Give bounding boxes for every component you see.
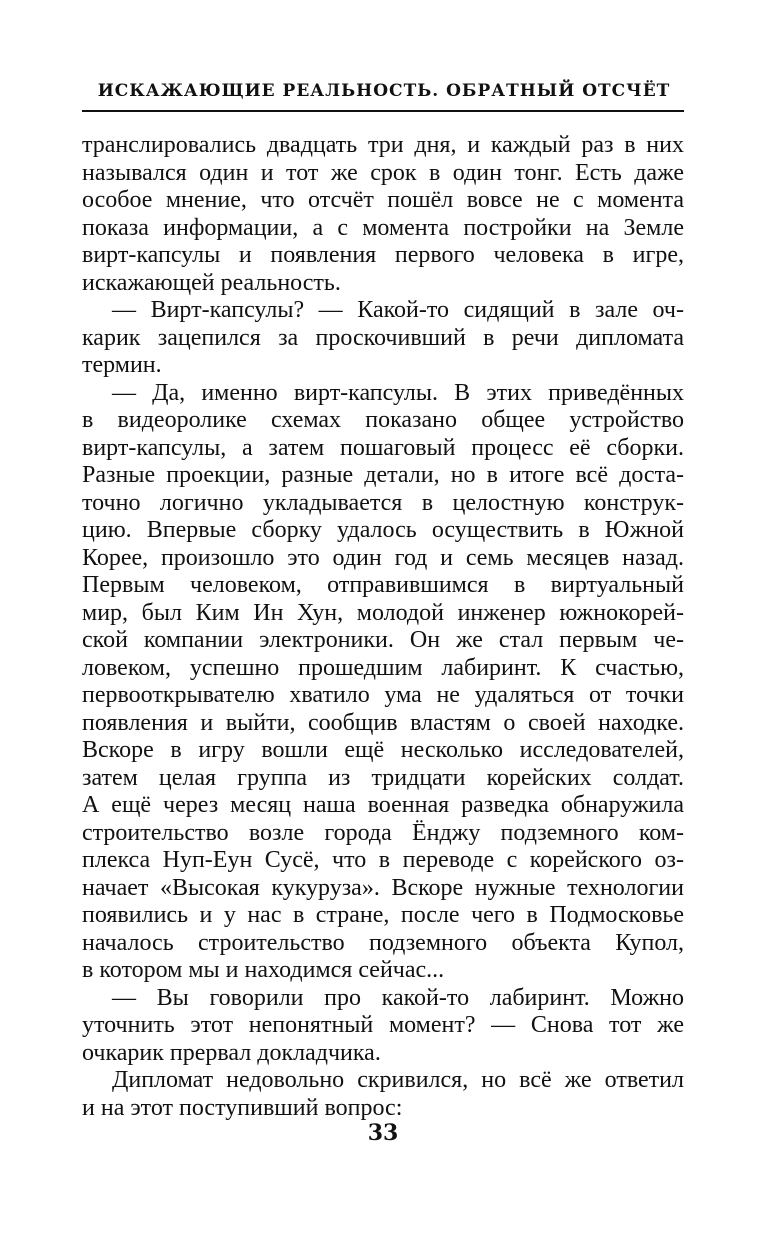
text-line: карик зацепился за проскочивший в речи дипломата — [82, 324, 684, 351]
text-line: в котором мы и находимся сейчас... — [82, 957, 445, 983]
text-line: мир, был Ким Ин Хун, молодой инженер южнокорей- — [82, 599, 684, 626]
text-line: плекса Нуп-Еун Сусё, что в переводе с корейского оз- — [82, 847, 684, 873]
text-line: вирт-капсулы, а затем пошаговый процесс её сборки. — [82, 434, 684, 461]
text-line: Первым человеком, отправившимся в виртуальный — [82, 572, 684, 598]
text-line: — Вы говорили про какой-то лабиринт. Можно — [112, 984, 684, 1011]
text-line: точно логично укладывается в целостную конструк- — [82, 489, 684, 516]
text-line: А ещё через месяц наша военная разведка обнаружила — [82, 792, 684, 818]
text-line: уточнить этот непонятный момент? — Снова тот же — [82, 1012, 684, 1038]
text-line: затем целая группа из тридцати корейских солдат. — [82, 764, 684, 791]
page-number: 33 — [367, 1120, 399, 1146]
text-line: строительство возле города Ёнджу подземного ком- — [82, 819, 684, 846]
text-line: очкарик прервал докладчика. — [82, 1039, 381, 1066]
text-line: показа информации, а с момента постройки на Земле — [82, 214, 684, 241]
paragraph — [82, 380, 684, 985]
text-line: назывался один и тот же срок в один тонг. Есть даже — [82, 159, 684, 186]
text-line: ской компании электроники. Он же стал первым че- — [82, 627, 684, 653]
running-title: ИСКАЖАЮЩИЕ РЕАЛЬНОСТЬ. ОБРАТНЫЙ ОТСЧЁТ — [97, 81, 671, 101]
text-line: — Вирт-капсулы? — Какой-то сидящий в зале оч- — [112, 297, 684, 323]
text-line: ловеком, успешно прошедшим лабиринт. К счастью, — [82, 654, 684, 681]
text-line: Дипломат недовольно скривился, но всё же ответил — [112, 1067, 684, 1093]
text-line: появления и выйти, сообщив властям о своей находке. — [82, 709, 684, 736]
paragraph — [82, 1067, 684, 1122]
text-line: и на этот поступивший вопрос: — [82, 1094, 403, 1121]
text-line: Корее, произошло это один год и семь месяцев назад. — [82, 544, 684, 571]
text-line: появились и у нас в стране, после чего в Подмосковье — [82, 902, 684, 928]
text-line: первооткрывателю хватило ума не удаляться от точки — [82, 682, 684, 708]
text-line: Разные проекции, разные детали, но в итоге всё доста- — [82, 462, 684, 488]
text-line: — Да, именно вирт-капсулы. В этих приведённых — [112, 379, 684, 406]
text-line: особое мнение, что отсчёт пошёл вовсе не с момента — [82, 187, 684, 213]
paragraph — [82, 985, 684, 1068]
text-line: вирт-капсулы и появления первого человека в игре, — [82, 242, 684, 268]
text-line: Вскоре в игру вошли ещё несколько исследователей, — [82, 737, 684, 763]
text-line: цию. Впервые сборку удалось осуществить в Южной — [82, 517, 684, 543]
text-line: искажающей реальность. — [82, 269, 341, 296]
text-line: в видеоролике схемах показано общее устройство — [82, 407, 684, 433]
paragraph — [82, 297, 684, 380]
header-rule — [82, 110, 684, 112]
text-line: термин. — [82, 352, 162, 378]
text-line: транслировались двадцать три дня, и каждый раз в них — [82, 132, 684, 158]
text-line: началось строительство подземного объекта Купол, — [82, 929, 684, 956]
paragraph — [82, 132, 684, 297]
body-text — [82, 132, 684, 1122]
text-line: начает «Высокая кукуруза». Вскоре нужные технологии — [82, 874, 684, 901]
